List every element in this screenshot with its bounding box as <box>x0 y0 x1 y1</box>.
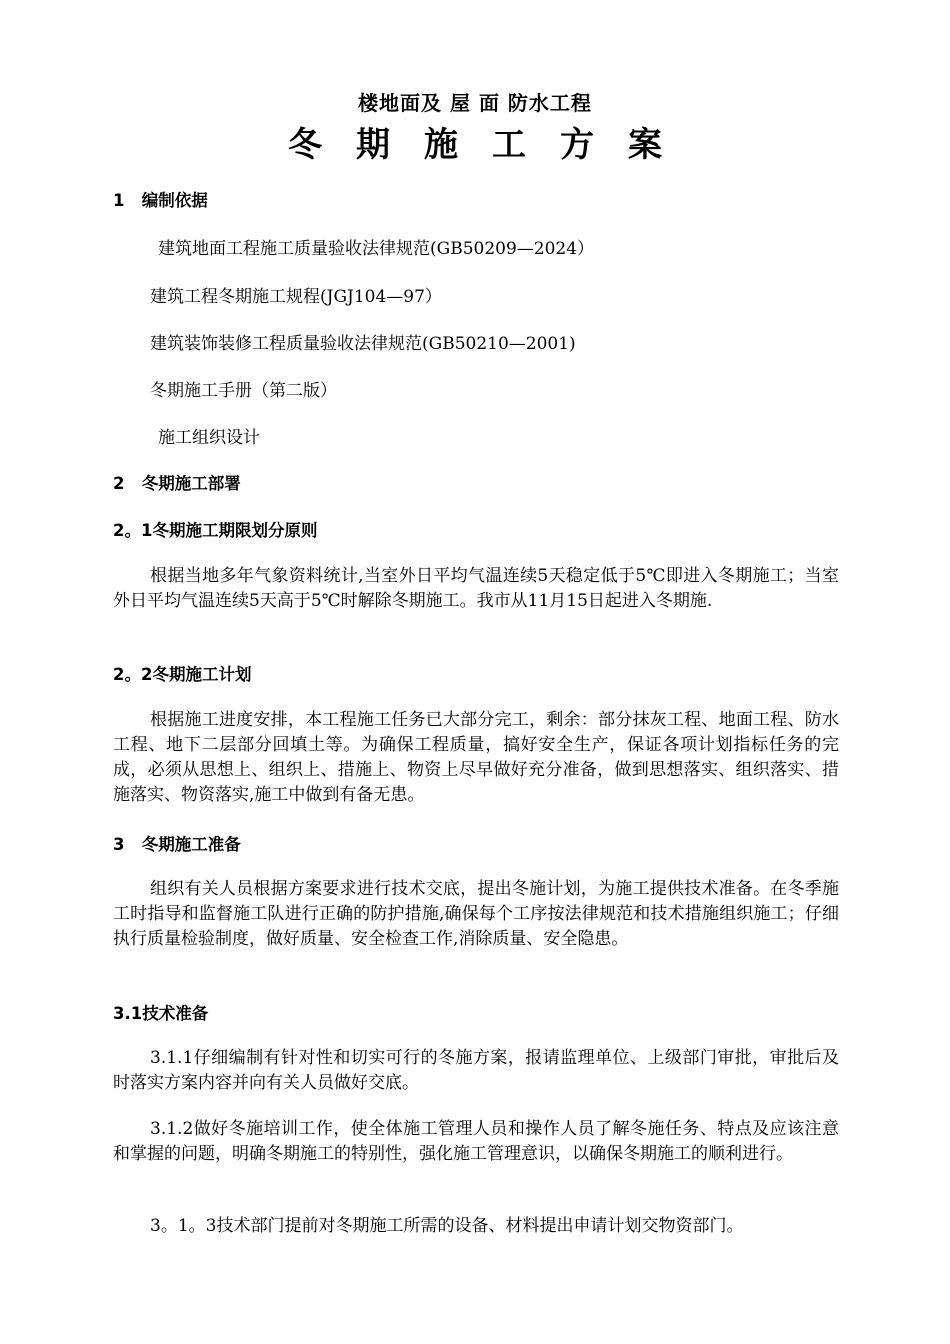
reference-item: 施工组织设计 <box>158 428 260 448</box>
reference-item: 建筑工程冬期施工规程(JGJ104—97） <box>150 287 442 307</box>
section-2-2-paragraph: 根据施工进度安排，本工程施工任务已大部分完工，剩余：部分抹灰工程、地面工程、防水工程、地下二层部分回填土等。为确保工程质量，搞好安全生产，保证各项计划指标任务的完成，必须从思想上、组织上、措施上、物资上尽早做好充分准备，做到思想落实、组织落实、措施落实、物资落实,施工中做到有备无患。 <box>113 710 839 805</box>
section-1-heading: 1 编制依据 <box>113 191 208 210</box>
section-3-1-heading: 3.1技术准备 <box>113 1004 209 1023</box>
section-2-1-heading: 2。1冬期施工期限划分原则 <box>113 521 318 540</box>
section-3-1-1-paragraph: 3.1.1仔细编制有针对性和切实可行的冬施方案，报请监理单位、上级部门审批，审批后及时落实方案内容并向有关人员做好交底。 <box>113 1048 839 1093</box>
section-3-1-2-paragraph: 3.1.2做好冬施培训工作，使全体施工管理人员和操作人员了解冬施任务、特点及应该注意和掌握的问题，明确冬期施工的特别性，强化施工管理意识，以确保冬期施工的顺利进行。 <box>113 1119 839 1164</box>
section-2-heading: 2 冬期施工部署 <box>113 474 241 493</box>
section-3-heading: 3 冬期施工准备 <box>113 835 241 854</box>
document-title: 冬期施工方案 <box>288 125 696 165</box>
section-2-2-heading: 2。2冬期施工计划 <box>113 665 252 684</box>
section-3-1-3-paragraph: 3。1。3技术部门提前对冬期施工所需的设备、材料提出申请计划交物资部门。 <box>150 1216 744 1236</box>
reference-item: 冬期施工手册（第二版） <box>150 381 337 401</box>
reference-item: 建筑装饰装修工程质量验收法律规范(GB50210—2001) <box>150 334 576 354</box>
document-subtitle: 楼地面及 屋 面 防水工程 <box>358 91 592 115</box>
reference-item: 建筑地面工程施工质量验收法律规范(GB50209—2024） <box>158 239 595 259</box>
section-3-paragraph: 组织有关人员根据方案要求进行技术交底，提出冬施计划，为施工提供技术准备。在冬季施工时指导和监督施工队进行正确的防护措施,确保每个工序按法律规范和技术措施组织施工；仔细执行质量检验制度，做好质量、安全检查工作,消除质量、安全隐患。 <box>113 879 839 949</box>
section-2-1-paragraph: 根据当地多年气象资料统计,当室外日平均气温连续5天稳定低于5℃即进入冬期施工；当室外日平均气温连续5天高于5℃时解除冬期施工。我市从11月15日起进入冬期施. <box>113 566 839 611</box>
